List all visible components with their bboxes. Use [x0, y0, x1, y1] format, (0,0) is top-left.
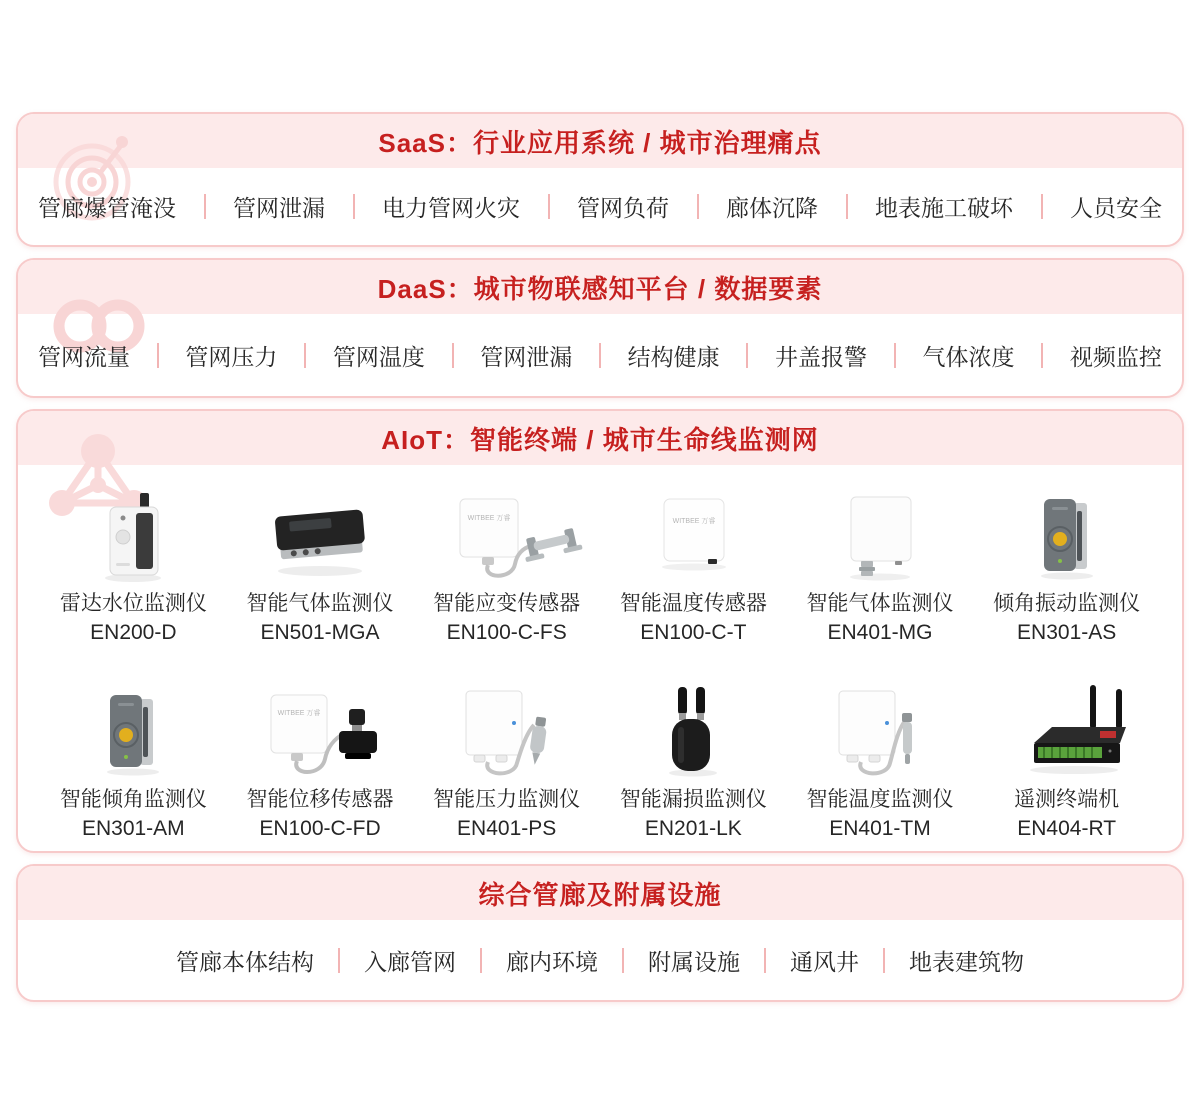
saas-item: 廊体沉降	[726, 195, 818, 221]
item-divider	[452, 343, 454, 368]
daas-item: 管网压力	[185, 343, 278, 370]
item-divider	[480, 948, 482, 973]
corridor-header-band	[18, 866, 1182, 920]
saas-item: 管廊爆管淹没	[38, 195, 176, 221]
device-image-en100-c-t	[608, 485, 778, 585]
device-image-en301-as	[982, 485, 1152, 585]
device-card	[973, 681, 1160, 851]
item-divider	[548, 194, 550, 219]
item-divider	[304, 343, 306, 368]
device-card	[413, 681, 600, 851]
svg-text:WITBEE 万睿: WITBEE 万睿	[672, 518, 716, 525]
device-name: 智能漏损监测仪	[619, 788, 767, 811]
device-image-en401-tm	[795, 681, 965, 781]
device-image-en401-mg	[795, 485, 965, 585]
corridor-items-row	[18, 920, 1182, 1000]
device-name: 智能应变传感器	[433, 592, 581, 615]
item-divider	[894, 343, 896, 368]
saas-section	[16, 112, 1184, 247]
device-name: 智能温度监测仪	[806, 788, 954, 811]
device-card	[787, 681, 974, 851]
device-card	[413, 485, 600, 655]
aiot-header-band	[18, 411, 1182, 465]
item-divider	[338, 948, 340, 973]
device-model: EN401-PS	[457, 817, 557, 840]
aiot-section	[16, 409, 1184, 853]
device-image-en200-d	[48, 485, 218, 585]
corridor-item: 入廊管网	[364, 948, 456, 975]
device-model: EN401-MG	[827, 621, 933, 644]
aiot-title: AIoT：智能终端 / 城市生命线监测网	[381, 424, 819, 455]
device-card	[600, 681, 787, 851]
device-image-en401-ps	[422, 681, 592, 781]
device-name: 智能温度传感器	[619, 592, 767, 615]
device-model: EN100-C-T	[640, 621, 747, 644]
device-model: EN100-C-FS	[446, 621, 567, 644]
device-model: EN401-TM	[829, 817, 931, 840]
device-image-en301-am	[48, 681, 218, 781]
device-image-en501-mga	[235, 485, 405, 585]
device-model: EN301-AS	[1017, 621, 1117, 644]
item-divider	[1041, 343, 1043, 368]
daas-header-band	[18, 260, 1182, 314]
device-name: 倾角振动监测仪	[993, 592, 1141, 615]
device-image-en201-lk	[608, 681, 778, 781]
device-card	[40, 485, 227, 655]
device-image-en100-c-fd	[235, 681, 405, 781]
saas-item: 人员安全	[1070, 195, 1162, 221]
item-divider	[157, 343, 159, 368]
device-name: 雷达水位监测仪	[59, 592, 207, 615]
device-card	[973, 485, 1160, 655]
corridor-item: 管廊本体结构	[176, 948, 314, 975]
saas-item: 地表施工破坏	[875, 195, 1013, 221]
saas-title: SaaS：行业应用系统 / 城市治理痛点	[378, 127, 822, 158]
device-card	[40, 681, 227, 851]
daas-item: 管网泄漏	[480, 343, 573, 370]
corridor-item: 地表建筑物	[909, 948, 1024, 975]
corridor-item: 附属设施	[648, 948, 740, 975]
device-name: 智能气体监测仪	[246, 592, 394, 615]
daas-item: 气体浓度	[922, 343, 1015, 370]
corridor-item: 通风井	[790, 948, 859, 975]
corridor-title: 综合管廊及附属设施	[478, 879, 722, 910]
daas-items-row	[18, 314, 1182, 396]
svg-text:WITBEE 万睿: WITBEE 万睿	[277, 710, 321, 717]
item-divider	[599, 343, 601, 368]
daas-item: 井盖报警	[775, 343, 868, 370]
item-divider	[1041, 194, 1043, 219]
daas-section	[16, 258, 1184, 398]
device-name: 智能位移传感器	[246, 788, 394, 811]
device-image-en100-c-fs	[422, 485, 592, 585]
device-model: EN100-C-FD	[259, 817, 381, 840]
device-model: EN404-RT	[1017, 817, 1117, 840]
device-name: 智能倾角监测仪	[59, 788, 207, 811]
daas-item: 结构健康	[627, 343, 720, 370]
daas-item: 视频监控	[1069, 343, 1162, 370]
device-name: 智能压力监测仪	[433, 788, 581, 811]
device-name: 遥测终端机	[1014, 788, 1120, 811]
device-image-en404-rt	[982, 681, 1152, 781]
saas-item: 管网泄漏	[233, 195, 325, 221]
device-card	[227, 681, 414, 851]
device-card	[787, 485, 974, 655]
device-model: EN501-MGA	[260, 621, 380, 644]
daas-title: DaaS：城市物联感知平台 / 数据要素	[377, 273, 823, 304]
daas-item: 管网流量	[38, 343, 130, 370]
item-divider	[764, 948, 766, 973]
item-divider	[204, 194, 206, 219]
device-model: EN201-LK	[644, 817, 742, 840]
corridor-section	[16, 864, 1184, 1002]
item-divider	[883, 948, 885, 973]
daas-item: 管网温度	[332, 343, 425, 370]
device-name: 智能气体监测仪	[806, 592, 954, 615]
device-model: EN200-D	[90, 621, 177, 644]
device-card	[227, 485, 414, 655]
device-card	[600, 485, 787, 655]
item-divider	[846, 194, 848, 219]
item-divider	[746, 343, 748, 368]
saas-header-band	[18, 114, 1182, 168]
item-divider	[353, 194, 355, 219]
device-grid	[18, 465, 1182, 851]
saas-item: 电力管网火灾	[382, 195, 520, 221]
corridor-item: 廊内环境	[506, 948, 598, 975]
device-model: EN301-AM	[81, 817, 185, 840]
item-divider	[622, 948, 624, 973]
saas-item: 管网负荷	[577, 195, 669, 221]
saas-items-row	[18, 168, 1182, 245]
item-divider	[697, 194, 699, 219]
svg-text:WITBEE 万睿: WITBEE 万睿	[467, 515, 511, 522]
